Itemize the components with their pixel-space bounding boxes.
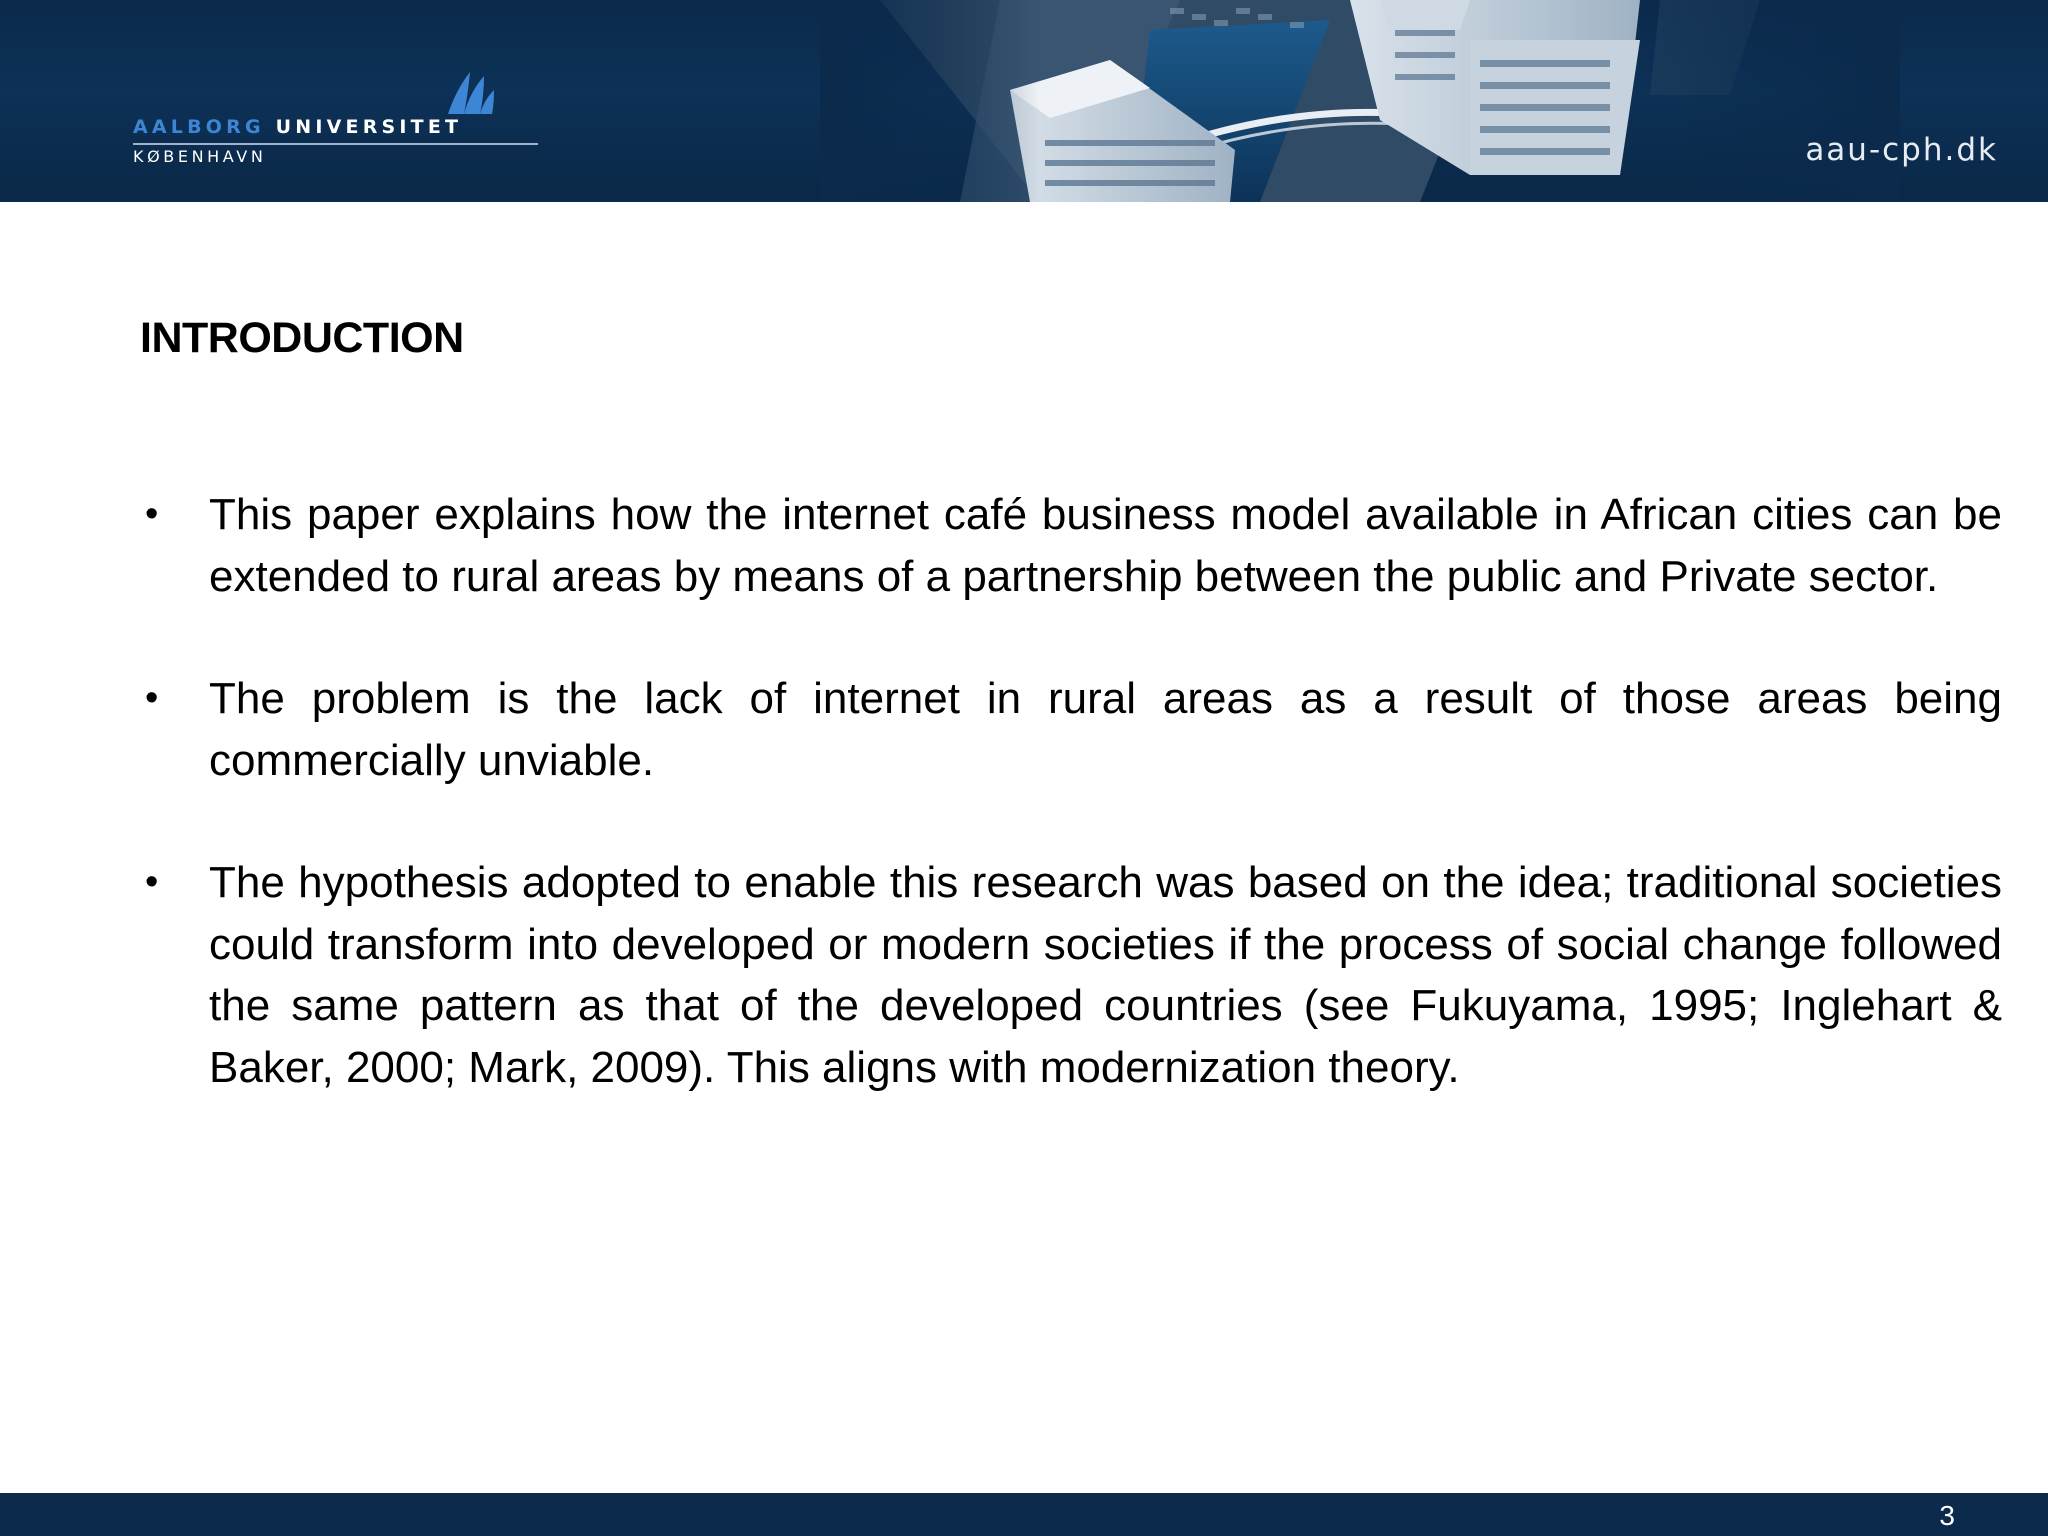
bullet-text: The hypothesis adopted to enable this research was based on the idea; traditional societies could transform into developed or modern societies if the process of social change followed the same pattern as that of the developed countries (see Fukuyama, 1995; Inglehart & Baker, 2000; Mark, 2009). This aligns with modernization theory.: [209, 858, 2002, 1092]
bullet-list: [140, 484, 2002, 1159]
site-url: aau-cph.dk: [1805, 132, 1998, 168]
page-number: 3: [1939, 1500, 1955, 1531]
bullet-marker: •: [145, 677, 159, 719]
bullet-text: This paper explains how the internet café business model available in African cities can be extended to rural areas by means of a partnership between the public and Private sector.: [209, 490, 2002, 601]
bullet-item: [140, 668, 2002, 791]
logo-wordmark: [133, 116, 462, 138]
university-logo[interactable]: [133, 64, 553, 174]
logo-sail-icon: [438, 70, 498, 116]
bullet-item: [140, 484, 2002, 607]
logo-word-universitet: UNIVERSITET: [275, 116, 463, 138]
bullet-marker: •: [145, 861, 159, 903]
header-banner: [0, 0, 2048, 202]
logo-subtitle: KØBENHAVN: [133, 147, 267, 166]
logo-word-aalborg: AALBORG: [133, 116, 265, 138]
bullet-item: [140, 852, 2002, 1098]
footer-bar: [0, 1493, 2048, 1536]
slide-title: INTRODUCTION: [140, 314, 464, 362]
bullet-text: The problem is the lack of internet in rural areas as a result of those areas being commercially unviable.: [209, 674, 2002, 785]
bullet-marker: •: [145, 493, 159, 535]
logo-divider: [133, 143, 538, 145]
